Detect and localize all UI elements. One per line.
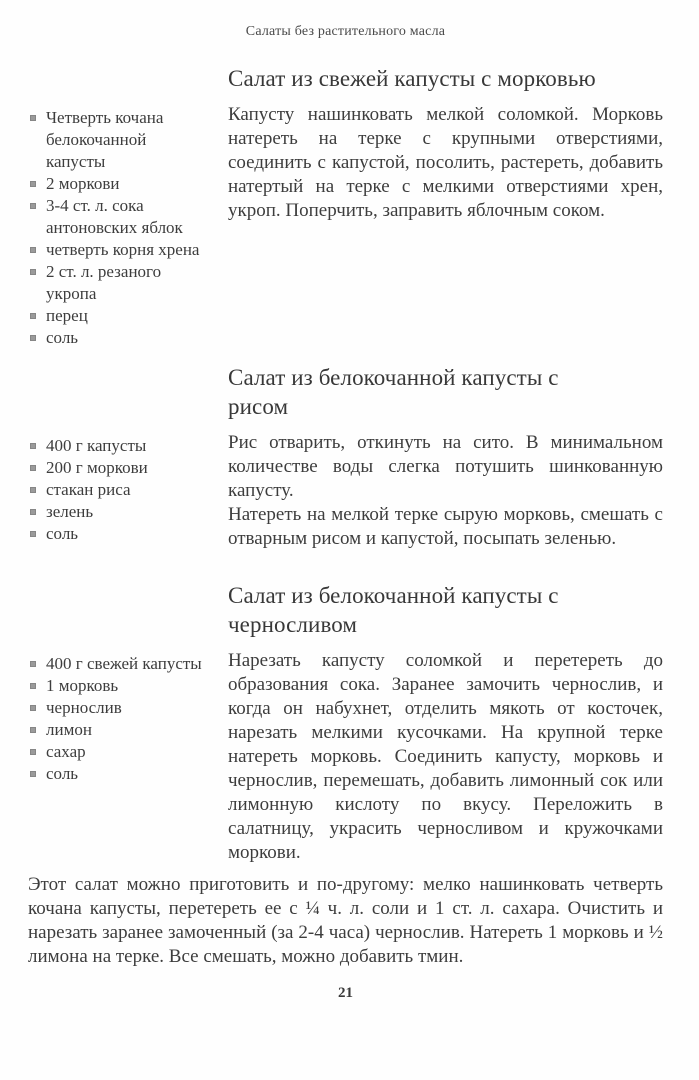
ingredient-item: [30, 261, 206, 305]
ingredient-text: соль: [46, 328, 79, 347]
recipe-title: Салат из свежей капусты с морковью: [228, 66, 596, 91]
ingredient-text: 3-4 ст. л. сока антоновских яблок: [46, 196, 183, 237]
square-bullet-icon: [30, 705, 36, 711]
ingredient-text: 1 морковь: [46, 676, 119, 695]
ingredient-item: [30, 327, 206, 349]
ingredient-text: соль: [46, 764, 79, 783]
recipe-paragraph: Нарезать капусту соломкой и перетереть до образования сока. Заранее замочить чернослив, и когда он набухнет, отделить мякоть от косточек, нарезать мелкими кусочками. На крупной терке натереть морковь. Соединить капусту, морковь и чернослив, перемешать, добавить лимонный сок или лимонную кислоту по вкусу. Переложить в салатницу, украсить черносливом и кружочками моркови.: [228, 650, 663, 863]
square-bullet-icon: [30, 443, 36, 449]
recipe-section-1: [28, 64, 663, 349]
ingredient-item: [30, 305, 206, 327]
recipe-section-3: [28, 581, 663, 865]
ingredient-item: [30, 173, 206, 195]
square-bullet-icon: [30, 771, 36, 777]
square-bullet-icon: [30, 181, 36, 187]
recipe-title: Салат из белокочанной капусты с черносливом: [228, 583, 559, 637]
ingredient-item: [30, 501, 206, 523]
ingredient-item: [30, 697, 206, 719]
ingredient-item: [30, 675, 206, 697]
ingredient-item: [30, 195, 206, 239]
ingredient-text: 200 г моркови: [46, 458, 148, 477]
ingredient-text: лимон: [46, 720, 92, 739]
ingredient-text: 2 ст. л. резаного укропа: [46, 262, 162, 303]
ingredient-text: чернослив: [46, 698, 122, 717]
ingredient-item: [30, 435, 206, 457]
ingredient-item: [30, 653, 206, 675]
page-number: 21: [338, 985, 353, 1001]
ingredient-text: Четверть кочана белокочанной капусты: [46, 108, 164, 171]
square-bullet-icon: [30, 661, 36, 667]
ingredient-list: [28, 107, 228, 349]
square-bullet-icon: [30, 727, 36, 733]
ingredient-text: 2 моркови: [46, 174, 120, 193]
footnote-paragraph: Этот салат можно приготовить и по-другому: мелко нашинковать четверть кочана капусты, перетереть ее с ¼ ч. л. соли и 1 ст. л. сахара. Очистить и нарезать заранее замоченный (за 2-4 часа) чернослив. Натереть 1 морковь и ½ лимона на терке. Все смешать, можно добавить тмин.: [28, 874, 663, 967]
recipe-paragraph: Рис отварить, откинуть на сито. В минимальном количестве воды слегка потушить шинкованную капусту.: [228, 432, 663, 501]
ingredient-item: [30, 763, 206, 785]
ingredient-list: [28, 435, 228, 551]
ingredient-item: [30, 719, 206, 741]
ingredient-text: стакан риса: [46, 480, 131, 499]
ingredient-text: соль: [46, 524, 79, 543]
running-head: Салаты без растительного масла: [245, 24, 446, 39]
square-bullet-icon: [30, 531, 36, 537]
square-bullet-icon: [30, 509, 36, 515]
recipe-body: [228, 103, 663, 349]
recipe-section-2: [28, 363, 663, 551]
square-bullet-icon: [30, 749, 36, 755]
ingredient-list: [28, 653, 228, 865]
square-bullet-icon: [30, 247, 36, 253]
recipe-body: [228, 431, 663, 551]
square-bullet-icon: [30, 313, 36, 319]
ingredient-item: [30, 239, 206, 261]
recipe-paragraph: Натереть на мелкой терке сырую морковь, смешать с отварным рисом и капустой, посыпать зеленью.: [228, 504, 663, 549]
ingredient-text: 400 г капусты: [46, 436, 147, 455]
ingredient-item: [30, 107, 206, 173]
square-bullet-icon: [30, 203, 36, 209]
ingredient-text: четверть корня хрена: [46, 240, 200, 259]
ingredient-item: [30, 523, 206, 545]
ingredient-text: 400 г свежей капусты: [46, 654, 202, 673]
square-bullet-icon: [30, 335, 36, 341]
ingredient-item: [30, 479, 206, 501]
ingredient-text: зелень: [46, 502, 94, 521]
recipe-body: [228, 649, 663, 865]
ingredient-item: [30, 457, 206, 479]
recipe-title: Салат из белокочанной капусты с рисом: [228, 365, 559, 419]
square-bullet-icon: [30, 269, 36, 275]
ingredient-text: перец: [46, 306, 88, 325]
square-bullet-icon: [30, 115, 36, 121]
ingredient-item: [30, 741, 206, 763]
recipe-paragraph: Капусту нашинковать мелкой соломкой. Морковь натереть на терке с крупными отверстиями, соединить с капустой, посолить, растереть, добавить натертый на терке с мелкими отверстиями хрен, укроп. Поперчить, заправить яблочным соком.: [228, 104, 663, 221]
square-bullet-icon: [30, 465, 36, 471]
square-bullet-icon: [30, 487, 36, 493]
ingredient-text: сахар: [46, 742, 86, 761]
square-bullet-icon: [30, 683, 36, 689]
